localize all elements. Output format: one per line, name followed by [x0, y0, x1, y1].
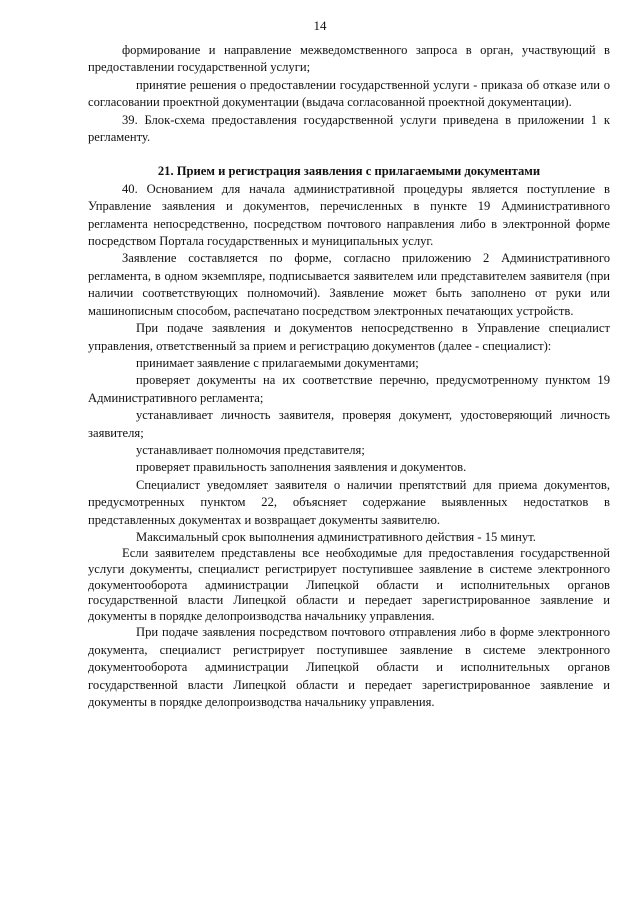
- paragraph-interagency-request: формирование и направление межведомственного запроса в орган, участвующий в предоставлении государственной услуги;: [88, 43, 610, 75]
- action-item: проверяет документы на их соответствие перечню, предусмотренному пунктом 19 Административного регламента;: [88, 373, 610, 405]
- action-item: принимает заявление с прилагаемыми документами;: [136, 355, 419, 370]
- action-item: устанавливает личность заявителя, проверяя документ, удостоверяющий личность заявителя;: [88, 408, 610, 440]
- paragraph-39-flowchart: 39. Блок-схема предоставления государственной услуги приведена в приложении 1 к регламенту.: [88, 112, 610, 145]
- paragraph-direct-submission: При подаче заявления и документов непосредственно в Управление специалист управления, ответственный за прием и регистрацию документов (далее - специалист):: [88, 321, 610, 353]
- paragraph-registration: Если заявителем представлены все необходимые для предоставления государственной услуги документы, специалист регистрирует поступившее заявление в системе электронного документооборота администрации Липецкой области и исполнительных органов государственной власти Липецкой области и передает зарегистрированное заявление и документы в порядке делопроизводства начальнику управления.: [88, 546, 610, 623]
- action-item: проверяет правильность заполнения заявления и документов.: [136, 460, 467, 475]
- paragraph-notify-applicant: Специалист уведомляет заявителя о наличии препятствий для приема документов, предусмотренных пунктом 22, объясняет содержание выявленных недостатков в представленных документах и возвращает документы заявителю.: [88, 477, 610, 527]
- paragraph-40: 40. Основанием для начала административной процедуры является поступление в Управление заявления и документов, перечисленных в пункте 19 Административного регламента непосредственно, посредством почтового направления либо в электронной форме посредством Портала государственных и муниципальных услуг.: [88, 181, 610, 249]
- paragraph-application-form: Заявление составляется по форме, согласно приложению 2 Административного регламента, в одном экземпляре, подписывается заявителем или представителем заявителя (при наличии соответствующих полномочий). Заявление может быть заполнено от руки или машинописным способом, распечатано посредством электронных печатающих устройств.: [88, 251, 610, 318]
- paragraph-mail-submission: При подаче заявления посредством почтового отправления либо в форме электронного документа, специалист регистрирует поступившее заявление в системе электронного документооборота администрации Липецкой области и исполнительных органов государственной власти Липецкой области и передает зарегистрированное заявление и документы в порядке делопроизводства начальнику управления.: [88, 625, 610, 709]
- page-content: [88, 42, 610, 711]
- paragraph-decision: принятие решения о предоставлении государственной услуги - приказа об отказе или о согласовании проектной документации (выдача согласованной проектной документации).: [88, 77, 610, 110]
- section-heading: 21. Прием и регистрация заявления с прилагаемыми документами: [157, 164, 541, 179]
- paragraph-max-time: Максимальный срок выполнения административного действия - 15 минут.: [136, 529, 536, 544]
- page-number: 14: [313, 18, 327, 33]
- action-item: устанавливает полномочия представителя;: [136, 442, 365, 457]
